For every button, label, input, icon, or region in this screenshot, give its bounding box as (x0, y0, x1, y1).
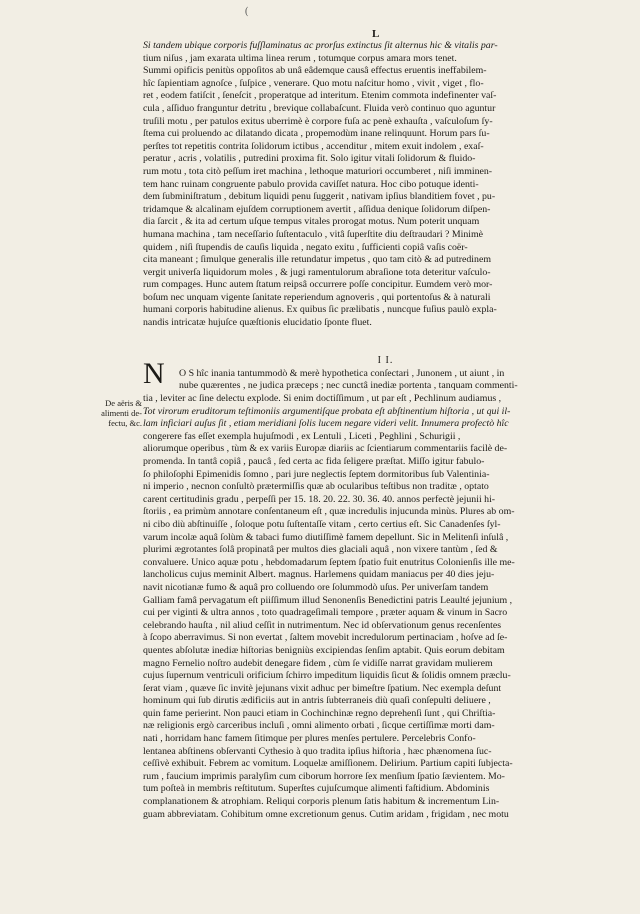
text-line: peratur , acris , volatilis , putredini proxima fit. Solo igitur vitali ſolidorum & fluido- (143, 153, 476, 165)
text-line: nati , horridam hanc famem ſitimque per plures menſes pertulere. Percelebris Confo- (143, 733, 476, 745)
text-line: O S hîc inania tantummodò & merè hypothetica conſectari , Junonem , ut aiunt , in (179, 367, 505, 379)
page-mark: ( (245, 6, 249, 17)
text-line: næ religionis ergò carceribus incluſi , omni alimento orbati , ſicque certiſſimæ morti dam- (143, 720, 495, 732)
margin-note-line: fectu, &c. (108, 418, 142, 428)
text-line: Si tandem ubique corporis fuſſlaminatus ac prorſus extinctus ſit alternus hic & vitalis par- (143, 40, 498, 51)
text-line: rum compages. Hunc autem ſtatum reipsâ occurrere poſſe concipitur. Eumdem verò mor- (143, 279, 493, 291)
text-line (143, 846, 628, 859)
margin-note-line: alimenti de- (101, 408, 142, 418)
text-line: quidem , niſi ſtupendis de cauſis liquida , negato exitu , ſufficienti copiâ vaſis coër- (143, 241, 468, 253)
text-line: plurimi ægrotantes ſolâ propinatâ per multos dies glaciali aquâ , non vixere tantùm , ſed & (143, 544, 498, 556)
text-line: cula , aſſiduo franguntur detritu , brevique collabaſcunt. Fluida verò continuo quo aguntur (143, 102, 496, 114)
text-line (143, 342, 628, 355)
text-line: tem hanc ruinam congruente pabulo provida caviſſet natura. Hoc cibo potuque identi- (143, 178, 479, 190)
text-line: promenda. In tantâ copiâ , paucâ , ſed certa ac fida ſeligere præſtat. Miſſo igitur fabulo- (143, 456, 485, 467)
text-line: ſo philoſophi Epimenidis ſomno , pari jure neglectis ſeptem dormitoribus ſub Valentinia- (143, 468, 490, 480)
text-line: ni imperio , necnon conſultò prætermiſſis quæ ab ocularibus teſtibus non traditæ , optato (143, 481, 489, 493)
text-line: ni cibo diù abſtinuiſſe , ſoloque potu ſuſtentaſſe vitam , certo certius eſt. Sic Canadenſes ſyl- (143, 518, 501, 530)
text-line: cujus ſupernum ventriculi orificium ſchirro impeditum liquidis ſicut & ſolidis omnem præclu- (143, 670, 511, 682)
text-line: dia ſarcit , & ita ad certum uſque tempus vitales prorogat motus. Num poterit unquam (143, 216, 480, 228)
text-line: ceſſivè exhibuit. Febrem ac vomitum. Loquelæ amiſſionem. Delirium. Partium capiti ſubjecta- (143, 758, 513, 770)
text-line: magno Fernelio noſtro audebit denegare fidem , cùm ſe vidiſſe narrat gravidam mulierem (143, 657, 493, 669)
text-line: cita maneant ; ſimulque generalis ille retundatur impetus , quo tam citò & ad putredinem (143, 254, 491, 266)
text-line: varum incolæ aquâ ſolùm & tabaci fumo diutiſſimè famem depellunt. Sic in Melitenſi inſulâ , (143, 531, 509, 543)
text-line: hominum qui ſub dirutis ædificiis aut in antris ſubterraneis diù quaſi conſepulti deliuere , (143, 695, 491, 707)
text-line: à ſcopo aberravimus. Si non evertat , ſaltem movebit incredulorum pertinaciam , hoſve ad ſe- (143, 632, 508, 644)
text-line: aliorumque operibus , tùm & ex variis Europæ diariis ac ſcientiarum commentariis facilè de- (143, 443, 508, 455)
text-line: dem ſubminiſtratum , debitum liquidi penu ſuggerit , nativam ipſius blanditiem fovet , pu- (143, 191, 496, 203)
text-line: truſili motu , per patulos exitus uberrimè è corpore fuſa ac penè exhauſta , vaſculoſum ſy- (143, 115, 493, 127)
signature-mark: L (372, 28, 380, 40)
text-line: tum poſteà in membris reſtitutum. Superſtes cujuſcumque alimenti faſtidium. Abdominis (143, 783, 490, 795)
text-line: ſtoriis , ea primùm annotare conſentaneum eſt , quæ incredulis injucunda minùs. Plures ab om- (143, 506, 515, 518)
text-line: convaluere. Unico aquæ potu , hebdomadarum ſeptem ſpatio fuit enutritus Colonienſis ille me- (143, 556, 515, 568)
text-line: hîc ſapientiam agnoſce , ſuſpice , venerare. Quo motu naſcitur homo , vivit , viget , flo- (143, 77, 484, 89)
text-line: quin fame perierint. Non pauci etiam in Cochinchinæ regno deprehenſi ſunt , qui Chriſtia- (143, 707, 496, 719)
body-text (143, 40, 628, 884)
text-line: ret , eodem fatiſcit , ſeneſcit , properatque ad interitum. Etenim commota indefinenter vaſ- (143, 90, 497, 102)
text-line: humani corporis habitudine alienus. Ex quibus ſic prælibatis , nuncque fuſius paulò expla- (143, 304, 497, 316)
text-line: congerere fas eſſet exempla hujuſmodi , ex Lentuli , Liceti , Peghlini , Schurigii , (143, 430, 461, 442)
text-line (143, 834, 628, 847)
text-line: perſtes tot repetitis contrita ſolidorum ictibus , accenditur , mitem exuit indolem , exaſ- (143, 140, 484, 152)
text-line: guam abbreviatam. Cohibitum omne excretionum genus. Cutim aridam , frigidam , nec motu (143, 808, 509, 820)
text-line (143, 821, 628, 834)
text-line: lancholicus cujus meminit Albert. magnus. Harlemens quidam maniacus per 40 dies jeju- (143, 569, 495, 581)
text-line: lentanea abſtinens obſervanti Cythesio à quo tradita ipſius hiſtoria , hæc phænomena ſuc- (143, 745, 492, 757)
text-line: nandis intricatæ hujuſce quæſtionis elucidatio ſponte fluet. (143, 317, 372, 329)
text-line (143, 859, 628, 872)
text-line: tium niſus , jam exarata ultima linea rerum , totumque corpus amara mors tenet. (143, 52, 457, 64)
text-line: boſum nec unquam vigente ſanitate reperiendum agnoveris , qui portentoſus & à naturali (143, 291, 491, 303)
text-line: ſtema cui proluendo ac dilatando dicata , propemodùm inane relinquunt. Horum pars ſu- (143, 128, 490, 140)
drop-cap: N (143, 357, 166, 390)
text-line: rum motu , tota citò peſſum iret machina , lethoque maturiori occumberet , niſi imminen- (143, 165, 493, 177)
text-line: vergit univerſa liquidorum moles , & jugi ramentulorum abraſione tota deteritur vaſculo- (143, 266, 491, 278)
text-line: rum , faucium imprimis paralyſim cum ciborum horrore ſex menſium ſpatio ſævientem. Mo- (143, 770, 505, 782)
text-line: carent certitudinis gradu , perpeſſi per 15. 18. 20. 22. 30. 36. 40. annos perfectè jejunii hi- (143, 493, 496, 505)
text-line: quentes abſolutæ inediæ hiſtorias benigniùs excipiendas ſenſim aptabit. Quis eorum debitam (143, 644, 505, 656)
text-line: Tot virorum eruditorum teſtimoniis argumentiſque probata eſt abſtinentium hiſtoria , ut qui il- (143, 405, 511, 417)
text-line: complanationem & atrophiam. Reliqui corporis plenum ſatis habitum & incrementum Lin- (143, 796, 500, 808)
text-line: nube quærentes , ne judica præceps ; nec cunctâ inediæ portenta , tanquam commenti- (179, 380, 518, 392)
text-line: Summi opificis penitùs oppoſitos ab unâ eâdemque causâ effectus eruentis ineffabilem- (143, 65, 487, 77)
text-line: tridamque & alcalinam ejuſdem corruptionem avertit , aſſidua denique ſolidorum diſpen- (143, 203, 491, 215)
section-heading: I I. (377, 354, 394, 366)
text-line (143, 872, 628, 885)
text-line: navit nicotianæ fumo & aquâ pro colluendo ore ſolummodò uſus. Per univerſam tandem (143, 581, 489, 593)
margin-note (86, 398, 142, 428)
text-line: humana machina , tam neceſſario ſuſtentaculo , vitâ ſuperſtite diu deſtraudari ? Minimè (143, 228, 484, 240)
text-line: Galliam famâ pervagatum eſt piiſſimum illud Senonenſis Benedictini patris Leaulté jejunium , (143, 594, 513, 606)
text-line: cui per viginti & ultra annos , toto quadrageſimali tempore , præter aquam & vinum in Sacro (143, 607, 508, 619)
text-line: ſerat viam , quæve ſic invitè jejunans vixit adhuc per bimeſtre ſpatium. Nec exempla deſunt (143, 682, 502, 694)
text-line: tia , leviter ac ſine delectu explode. Si enim doctiſſimum , ut par eſt , Pechlinum audiamus , (143, 393, 502, 405)
margin-note-line: De aëris & (105, 398, 142, 408)
text-line (143, 330, 628, 343)
text-line: lam inficiari auſus ſit , etiam meridiani ſolis lucem negare videri velit. Innumera profectò hîc (143, 418, 509, 430)
text-line: celebrando hauſta , nil aliud ceſſit in nutrimentum. Nec id obſervationum genus recenſentes (143, 619, 502, 631)
